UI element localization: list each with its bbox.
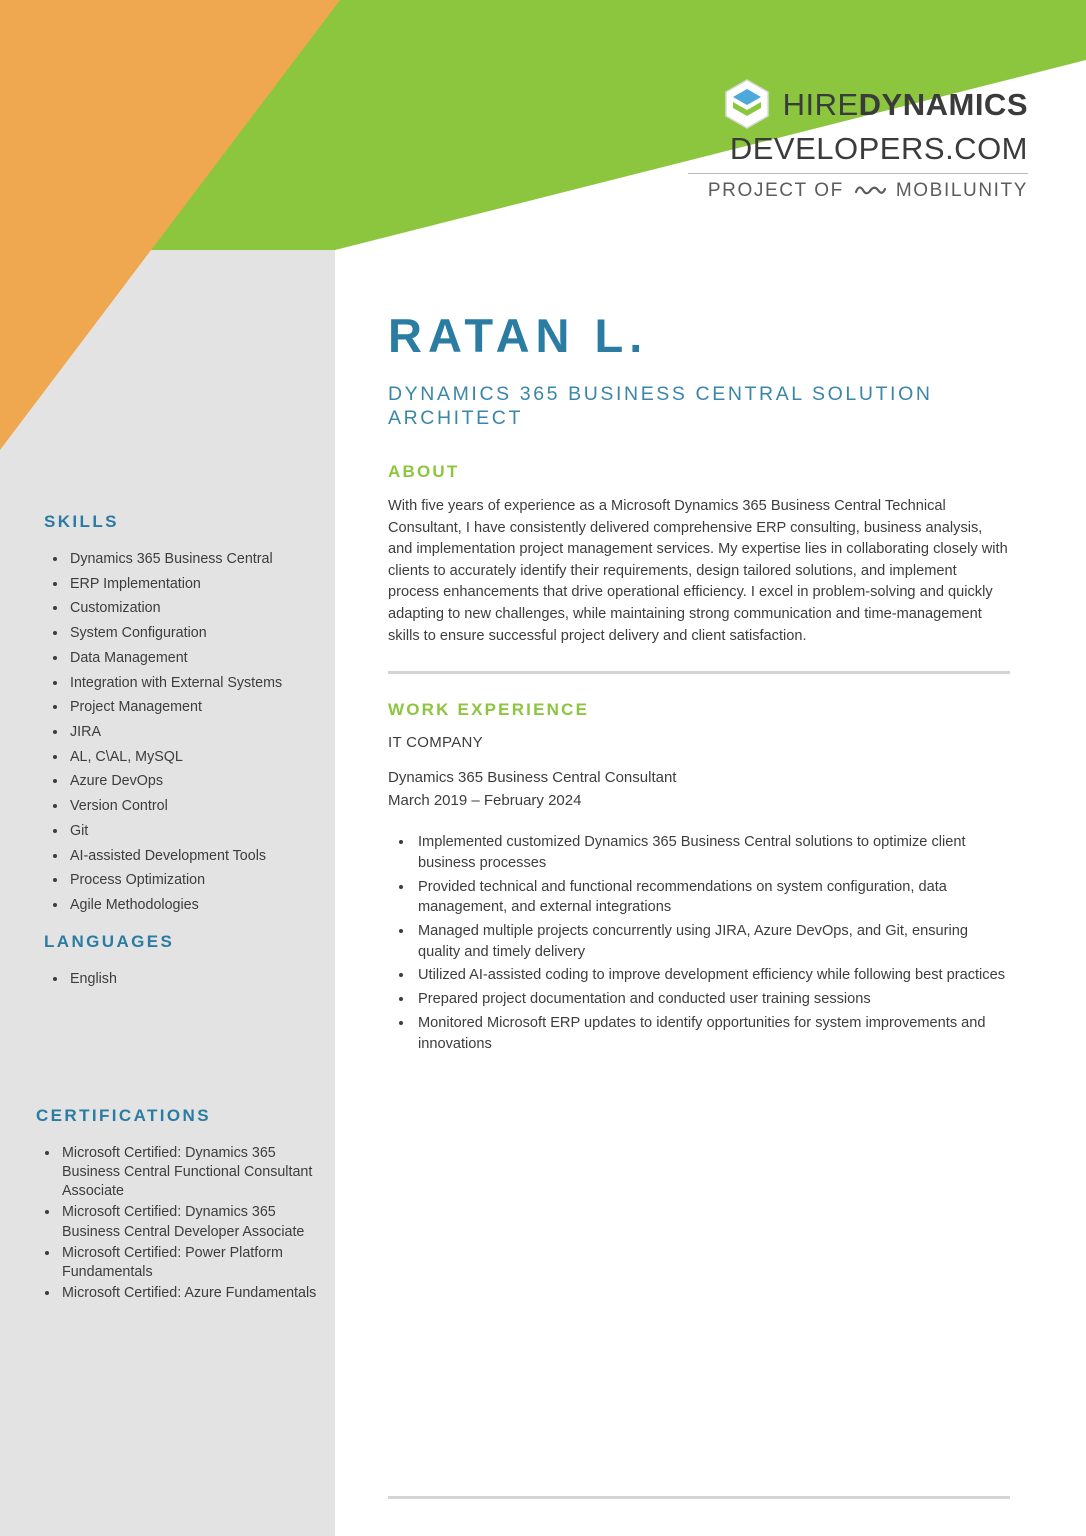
skill-item: • Project Management <box>68 698 334 718</box>
skill-item: • Integration with External Systems <box>68 674 334 694</box>
candidate-name: RATAN L. <box>388 309 649 362</box>
job-entry <box>388 734 1010 1054</box>
job-bullet-list <box>388 832 1010 1054</box>
logo-hire-text: HIRE <box>782 86 859 122</box>
skill-item: • Agile Methodologies <box>68 896 334 916</box>
candidate-job-title: DYNAMICS 365 BUSINESS CENTRAL SOLUTION ARCHITECT <box>388 383 933 429</box>
skill-item: • AI-assisted Development Tools <box>68 847 334 867</box>
logo-dynamics-text: DYNAMICS <box>858 86 1028 122</box>
job-bullet: • Utilized AI-assisted coding to improve development efficiency while following best practices <box>414 965 1010 986</box>
skills-heading: SKILLS <box>44 512 119 531</box>
job-company: IT COMPANY <box>388 734 483 752</box>
job-bullet: • Prepared project documentation and conducted user training sessions <box>414 989 1010 1010</box>
mobilunity-icon <box>853 182 887 199</box>
job-bullet: • Implemented customized Dynamics 365 Business Central solutions to optimize client business processes <box>414 832 1010 873</box>
certification-item: • Microsoft Certified: Dynamics 365 Business Central Functional Consultant Associate <box>60 1144 326 1201</box>
about-text: With five years of experience as a Microsoft Dynamics 365 Business Central Technical Consultant, I have consistently delivered comprehensive ERP consulting, business analysis, and implementation project management services. My expertise lies in collaborating closely with clients to accurately identify their requirements, design tailored solutions, and implement process enhancements that drive operational efficiency. I excel in problem-solving and quickly adapting to new challenges, while maintaining strong communication and time-management skills to ensure successful project delivery and client satisfaction. <box>388 498 1008 644</box>
logo-divider <box>688 173 1028 174</box>
certifications-heading: CERTIFICATIONS <box>36 1106 211 1125</box>
job-bullet: • Monitored Microsoft ERP updates to identify opportunities for system improvements and innovations <box>414 1013 1010 1054</box>
skill-item: • Customization <box>68 599 334 619</box>
skill-item: • Dynamics 365 Business Central <box>68 550 334 570</box>
logo-tagline-text: PROJECT OF <box>707 180 844 201</box>
sidebar <box>0 0 335 1536</box>
main-content <box>388 462 1010 1057</box>
skill-item: • Data Management <box>68 649 334 669</box>
certification-item: • Microsoft Certified: Power Platform Fundamentals <box>60 1244 326 1282</box>
hexagon-logo-icon <box>723 78 771 130</box>
skills-list <box>44 550 334 916</box>
languages-heading: LANGUAGES <box>44 932 175 951</box>
skill-item: • JIRA <box>68 723 334 743</box>
job-dates: March 2019 – February 2024 <box>388 791 582 809</box>
footer-divider <box>388 1496 1010 1499</box>
languages-section <box>44 932 324 995</box>
logo-dotcom-text: .COM <box>945 131 1028 166</box>
skill-item: • Version Control <box>68 797 334 817</box>
job-bullet: • Provided technical and functional recommendations on system configuration, data management, and external integrations <box>414 877 1010 918</box>
languages-list <box>44 970 324 990</box>
skill-item: • Process Optimization <box>68 871 334 891</box>
work-experience-heading: WORK EXPERIENCE <box>388 700 590 720</box>
section-divider <box>388 671 1010 674</box>
skills-section <box>44 512 334 921</box>
skill-item: • AL, C\AL, MySQL <box>68 748 334 768</box>
certifications-section <box>36 1106 326 1305</box>
logo-tagline-row <box>688 181 1028 200</box>
logo-wordmark-line2 <box>688 133 1028 164</box>
logo-top-row <box>688 78 1028 130</box>
language-item: • English <box>68 970 324 990</box>
logo-wordmark-line1 <box>782 86 1028 122</box>
certification-item: • Microsoft Certified: Dynamics 365 Business Central Developer Associate <box>60 1203 326 1241</box>
skill-item: • System Configuration <box>68 624 334 644</box>
about-heading: ABOUT <box>388 462 460 481</box>
certifications-list <box>36 1144 326 1303</box>
brand-logo <box>688 78 1028 200</box>
certification-item: • Microsoft Certified: Azure Fundamentals <box>60 1284 326 1303</box>
skill-item: • ERP Implementation <box>68 575 334 595</box>
skill-item: • Git <box>68 822 334 842</box>
job-bullet: • Managed multiple projects concurrently using JIRA, Azure DevOps, and Git, ensuring quality and timely delivery <box>414 921 1010 962</box>
logo-parent-brand-text: MOBILUNITY <box>895 180 1028 201</box>
job-role: Dynamics 365 Business Central Consultant <box>388 769 677 787</box>
logo-developers-text: DEVELOPERS <box>729 131 946 166</box>
skill-item: • Azure DevOps <box>68 772 334 792</box>
